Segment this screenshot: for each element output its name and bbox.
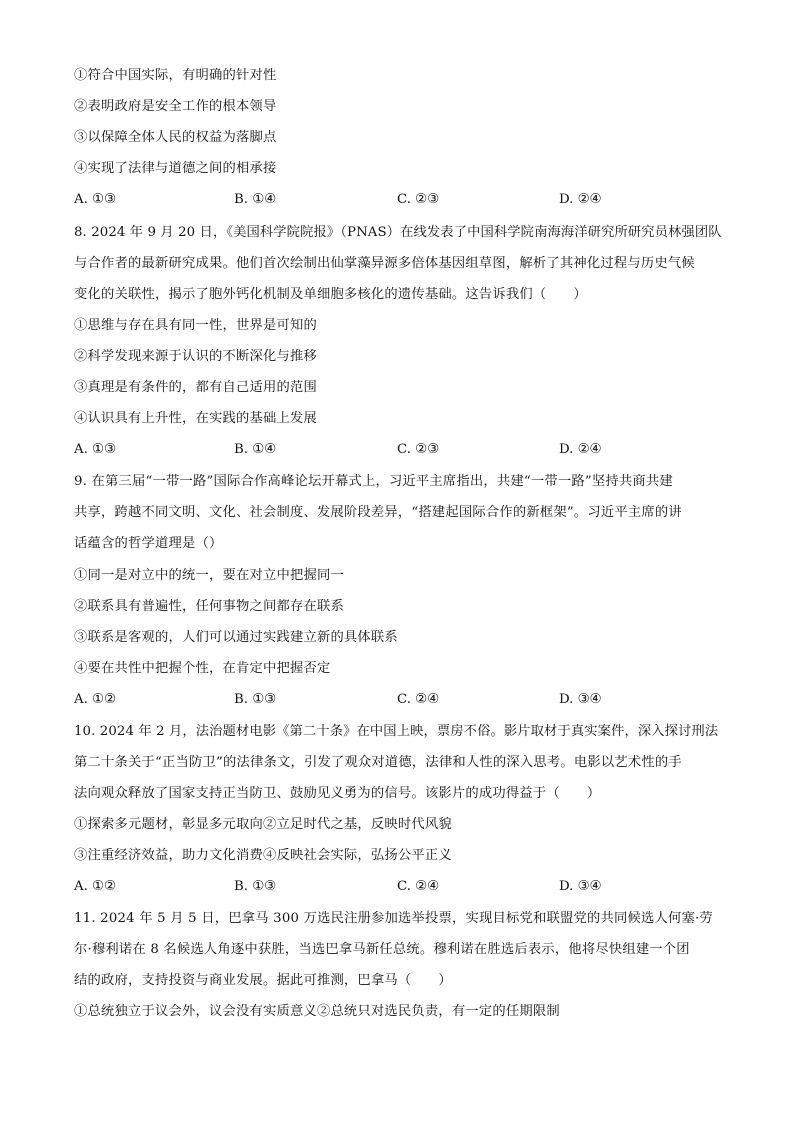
q10-option-d: D. ③④ <box>559 879 602 894</box>
q8-option-b: B. ①④ <box>234 442 277 457</box>
q10-stem-line-3: 法向观众释放了国家支持正当防卫、鼓励见义勇为的信号。该影片的成功得益于（ ） <box>74 786 601 801</box>
q8-option-c: C. ②③ <box>397 442 439 457</box>
q10-option-c: C. ②④ <box>397 879 439 894</box>
q9-stem-line-2: 共享，跨越不同文明、文化、社会制度、发展阶段差异，“搭建起国际合作的新框架”。习近平主席的讲 <box>74 505 682 520</box>
q10-item-1: ①探索多元题材，彰显多元取向②立足时代之基，反映时代风貌 <box>74 817 452 832</box>
q9-option-d: D. ③④ <box>559 692 602 707</box>
q7-item-2: ②表明政府是安全工作的根本领导 <box>74 99 277 114</box>
q8-stem-line-3: 变化的关联性，揭示了胞外钙化机制及单细胞多核化的遗传基础。这告诉我们（ ） <box>74 287 587 302</box>
q10-item-2: ③注重经济效益，助力文化消费④反映社会实际，弘扬公平正义 <box>74 848 452 863</box>
q7-item-1: ①符合中国实际，有明确的针对性 <box>74 68 277 83</box>
q7-option-d: D. ②④ <box>559 192 602 207</box>
q9-options <box>74 690 722 710</box>
q7-option-c: C. ②③ <box>397 192 439 207</box>
q8-item-1: ①思维与存在具有同一性，世界是可知的 <box>74 318 317 333</box>
q9-option-b: B. ①③ <box>234 692 277 707</box>
q7-item-3: ③以保障全体人民的权益为落脚点 <box>74 130 277 145</box>
q7-item-4: ④实现了法律与道德之间的相承接 <box>74 161 277 176</box>
q8-option-d: D. ②④ <box>559 442 602 457</box>
q10-option-b: B. ①③ <box>234 879 277 894</box>
q8-item-4: ④认识具有上升性，在实践的基础上发展 <box>74 411 317 426</box>
q11-stem-line-3: 结的政府，支持投资与商业发展。据此可推测，巴拿马（ ） <box>74 973 452 988</box>
q8-options <box>74 440 722 460</box>
q11-stem-line-2: 尔·穆利诺在 8 名候选人角逐中获胜，当选巴拿马新任总统。穆利诺在胜选后表示，他将尽快组建一个团 <box>74 942 690 957</box>
q7-option-a: A. ①③ <box>74 192 116 207</box>
q9-item-4: ④要在共性中把握个性，在肯定中把握否定 <box>74 661 331 676</box>
q9-item-2: ②联系具有普遍性，任何事物之间都存在联系 <box>74 599 344 614</box>
q7-option-b: B. ①④ <box>234 192 277 207</box>
q9-item-1: ①同一是对立中的统一，要在对立中把握同一 <box>74 568 344 583</box>
q8-option-a: A. ①③ <box>74 442 116 457</box>
q8-stem-line-1: 8. 2024 年 9 月 20 日，《美国科学院院报》（PNAS）在线发表了中国科学院南海海洋研究所研究员林强团队 <box>74 225 722 240</box>
q7-options <box>74 190 722 210</box>
q9-stem-line-1: 9. 在第三届“一带一路”国际合作高峰论坛开幕式上，习近平主席指出，共建“一带一路”坚持共商共建 <box>74 474 673 489</box>
q10-stem-line-2: 第二十条关于“正当防卫”的法律条文，引发了观众对道德，法律和人性的深入思考。电影以艺术性的手 <box>74 755 682 770</box>
q9-stem-line-3: 话蕴含的哲学道理是（） <box>74 536 223 551</box>
q9-item-3: ③联系是客观的，人们可以通过实践建立新的具体联系 <box>74 630 398 645</box>
q10-stem-line-1: 10. 2024 年 2 月，法治题材电影《第二十条》在中国上映，票房不俗。影片取材于真实案件，深入探讨刑法 <box>74 724 719 739</box>
q11-item-1: ①总统独立于议会外，议会没有实质意义②总统只对选民负责，有一定的任期限制 <box>74 1004 560 1019</box>
q9-option-c: C. ②④ <box>397 692 439 707</box>
q9-option-a: A. ①② <box>74 692 116 707</box>
q11-stem-line-1: 11. 2024 年 5 月 5 日，巴拿马 300 万选民注册参加选举投票，实现目标党和联盟党的共同候选人何塞·劳 <box>74 911 713 926</box>
q8-stem-line-2: 与合作者的最新研究成果。他们首次绘制出仙掌藻异源多倍体基因组草图，解析了其神化过程与历史气候 <box>74 256 695 271</box>
q10-option-a: A. ①② <box>74 879 116 894</box>
q8-item-2: ②科学发现来源于认识的不断深化与推移 <box>74 349 317 364</box>
q8-item-3: ③真理是有条件的，都有自己适用的范围 <box>74 380 317 395</box>
q10-options <box>74 877 722 897</box>
